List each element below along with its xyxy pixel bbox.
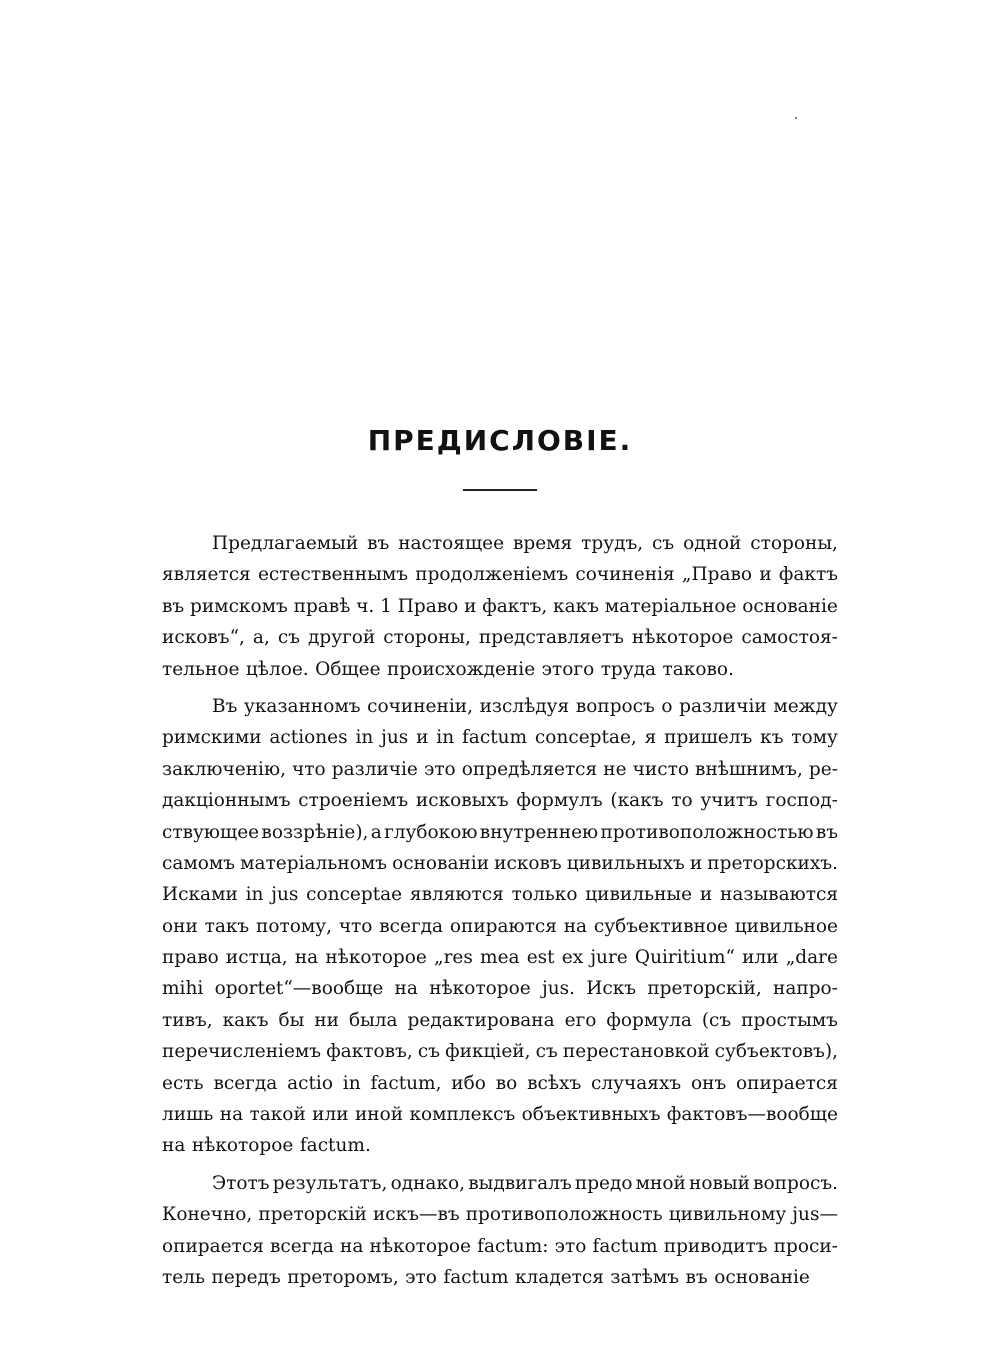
- word: дакціоннымъ: [162, 790, 291, 812]
- text-line: [162, 1036, 838, 1067]
- text-line: [162, 754, 838, 785]
- word: oportet“—вообще: [214, 978, 384, 1000]
- word: factum:: [477, 1235, 549, 1257]
- word: (какъ: [610, 790, 664, 812]
- word: опредѣляется: [461, 758, 598, 780]
- text-line: [162, 722, 838, 753]
- word: in: [342, 1072, 361, 1094]
- word: фактъ: [778, 564, 838, 586]
- text-line: [162, 528, 838, 559]
- text-line: [162, 1130, 838, 1161]
- word: опирается: [736, 1072, 838, 1094]
- text-line: [162, 1099, 838, 1130]
- word: только: [511, 884, 578, 906]
- word: сочиненія: [575, 564, 675, 586]
- word: всегда: [270, 1235, 334, 1257]
- word: право: [162, 947, 219, 969]
- word: Предлагаемый: [212, 533, 359, 554]
- word: или: [312, 1104, 349, 1126]
- word: actiones: [269, 727, 348, 749]
- text-line: [162, 911, 838, 942]
- word: приводитъ: [663, 1235, 768, 1257]
- text-line: [162, 1199, 838, 1230]
- word: одной: [683, 533, 742, 554]
- word: пришелъ: [664, 727, 753, 749]
- word: factum: [443, 1266, 509, 1288]
- word: фикціей,: [445, 1041, 531, 1063]
- word: истца,: [225, 947, 288, 969]
- word: являются: [409, 884, 504, 906]
- word: называются: [720, 884, 838, 906]
- word: нѣкоторое: [325, 947, 427, 969]
- word: проси-: [773, 1235, 838, 1257]
- word: conceptae,: [534, 727, 637, 749]
- text-line: [162, 654, 838, 685]
- word: in: [436, 727, 455, 749]
- word: и: [464, 595, 477, 617]
- word: его: [564, 1009, 597, 1031]
- speck-mark: [795, 117, 797, 119]
- word: Искъ: [586, 978, 637, 1000]
- word: такой: [249, 1104, 306, 1126]
- word: какъ: [553, 595, 599, 617]
- word: jus: [271, 884, 299, 906]
- word: основаніе: [742, 595, 838, 617]
- word: mihi: [162, 978, 204, 1000]
- word: труда: [600, 658, 657, 680]
- word: это: [423, 758, 456, 780]
- word: затѣмъ: [610, 1266, 680, 1288]
- word: и: [759, 564, 772, 586]
- text-line: [162, 848, 838, 879]
- word: внѣшнимъ,: [695, 758, 803, 780]
- word: таково.: [662, 658, 734, 680]
- word: противоположность: [465, 1204, 663, 1226]
- word: нѣкоторое: [369, 1235, 471, 1257]
- word: глубокою: [384, 821, 478, 843]
- word: фактовъ,: [326, 1041, 413, 1063]
- word: всѣхъ: [527, 1072, 582, 1094]
- text-line: [162, 879, 838, 910]
- word: римскомъ: [190, 595, 288, 617]
- word: нѣкоторое: [191, 1135, 294, 1157]
- word: съ: [652, 533, 675, 554]
- word: это: [554, 1235, 587, 1257]
- word: тель: [162, 1266, 206, 1288]
- word: различіи: [679, 695, 767, 717]
- word: правѣ: [293, 595, 351, 617]
- word: всегда: [379, 915, 444, 937]
- word: напро-: [773, 978, 838, 1000]
- word: factum: [592, 1235, 658, 1257]
- word: jus: [381, 727, 409, 749]
- word: чисто: [632, 758, 689, 780]
- text-line: [162, 1231, 838, 1262]
- word: субъективное: [593, 915, 728, 937]
- word: формулъ: [516, 790, 603, 812]
- word: а: [370, 821, 382, 843]
- word: формула: [606, 1009, 692, 1031]
- word: господ-: [765, 790, 838, 812]
- word: (съ: [701, 1009, 732, 1031]
- word: мной: [635, 1172, 686, 1194]
- word: самостоя-: [741, 627, 838, 649]
- word: потому,: [256, 915, 333, 937]
- word: нѣкоторое: [631, 627, 734, 649]
- text-line: [162, 942, 838, 973]
- word: съ: [417, 1041, 440, 1063]
- word: нѣкоторое: [429, 978, 531, 1000]
- word: стороны,: [383, 627, 471, 649]
- word: jus—: [792, 1204, 838, 1226]
- word: въ: [815, 821, 838, 843]
- word: actio: [287, 1072, 333, 1094]
- text-line: [162, 817, 838, 848]
- word: была: [348, 1009, 398, 1031]
- word: основаніе: [714, 1266, 810, 1288]
- word: выдвигалъ: [468, 1172, 572, 1194]
- word: тивъ,: [162, 1009, 213, 1031]
- word: на: [294, 947, 319, 969]
- word: однако,: [390, 1172, 466, 1194]
- word: Этотъ: [212, 1172, 270, 1194]
- word: Общее: [315, 658, 381, 680]
- word: ex: [561, 947, 584, 969]
- word: съ: [535, 1041, 558, 1063]
- word: mea: [480, 947, 520, 969]
- word: in: [245, 884, 264, 906]
- word: сочиненіи,: [367, 695, 473, 717]
- word: опирается: [162, 1235, 264, 1257]
- word: этого: [541, 658, 595, 680]
- word: и: [416, 727, 429, 749]
- word: цивильныхъ: [566, 852, 685, 874]
- word: кладется: [514, 1266, 604, 1288]
- word: преторомъ,: [287, 1266, 399, 1288]
- word: о: [661, 695, 673, 717]
- word: Право: [397, 595, 459, 617]
- word: иной: [354, 1104, 404, 1126]
- word: вопросъ.: [753, 1172, 838, 1194]
- word: conceptae: [306, 884, 403, 906]
- word: на: [563, 915, 588, 937]
- word: самомъ: [162, 852, 236, 874]
- word: цѣлое.: [245, 658, 309, 680]
- word: къ: [760, 727, 784, 749]
- word: во: [495, 1072, 518, 1094]
- word: или: [742, 947, 779, 969]
- word: внутреннею: [479, 821, 599, 843]
- word: настоящее: [398, 533, 505, 554]
- word: перечисленіемъ: [162, 1041, 322, 1063]
- word: ствующее: [162, 821, 260, 843]
- text-line: [162, 785, 838, 816]
- text-line: [162, 622, 838, 653]
- word: я: [644, 727, 657, 749]
- body-text: [162, 528, 838, 1293]
- word: а,: [252, 627, 270, 649]
- title-rule: [463, 489, 537, 491]
- word: перестановкой: [562, 1041, 710, 1063]
- word: передъ: [211, 1266, 281, 1288]
- word: est: [526, 947, 555, 969]
- word: въ: [162, 595, 185, 617]
- word: субъектовъ),: [714, 1041, 838, 1063]
- text-line: [162, 1262, 838, 1293]
- word: указанномъ: [243, 695, 361, 717]
- word: между: [773, 695, 838, 717]
- word: Въ: [212, 695, 238, 717]
- word: преторскій: [258, 1204, 367, 1226]
- word: цивильные: [585, 884, 693, 906]
- word: происхожденіе: [387, 658, 536, 680]
- word: римскими: [162, 727, 262, 749]
- word: искъ—въ: [372, 1204, 460, 1226]
- word: вопросъ: [575, 695, 655, 717]
- word: фактовъ—вообще: [666, 1104, 838, 1126]
- word: лишь: [162, 1104, 214, 1126]
- word: то: [671, 790, 693, 812]
- word: jus.: [541, 978, 575, 1000]
- word: и: [699, 884, 713, 906]
- word: ни: [314, 1009, 339, 1031]
- word: не: [603, 758, 627, 780]
- word: фактъ,: [482, 595, 548, 617]
- word: цивильное: [734, 915, 838, 937]
- word: на: [162, 1135, 186, 1157]
- word: воззрѣніе),: [261, 821, 369, 843]
- page-title: ПРЕДИСЛОВІЕ.: [367, 424, 633, 457]
- text-line: [162, 1168, 838, 1199]
- text-line: [162, 559, 838, 590]
- word: съ: [277, 627, 300, 649]
- word: factum.: [299, 1135, 371, 1157]
- word: преторскихъ.: [707, 852, 838, 874]
- word: преторскій,: [647, 978, 762, 1000]
- word: учитъ: [700, 790, 758, 812]
- word: матеріальное: [604, 595, 737, 617]
- word: онъ: [690, 1072, 727, 1094]
- word: и: [689, 852, 703, 874]
- word: ре-: [808, 758, 838, 780]
- word: factum: [461, 727, 528, 749]
- word: изслѣдуя: [479, 695, 570, 717]
- word: время: [512, 533, 573, 554]
- word: Quiritium“: [634, 947, 735, 969]
- text-line: [162, 1005, 838, 1036]
- word: тому: [791, 727, 838, 749]
- word: jure: [590, 947, 628, 969]
- text-line: [162, 973, 838, 1004]
- word: результатъ,: [272, 1172, 388, 1194]
- word: ибо: [451, 1072, 486, 1094]
- word: ч.: [356, 595, 375, 617]
- word: на: [394, 978, 418, 1000]
- word: предо: [574, 1172, 633, 1194]
- word: редактирована: [407, 1009, 555, 1031]
- word: трудъ,: [581, 533, 644, 554]
- word: всегда: [213, 1072, 278, 1094]
- word: стороны,: [750, 533, 838, 554]
- word: есть: [162, 1072, 204, 1094]
- word: „res: [434, 947, 473, 969]
- word: простымъ: [741, 1009, 838, 1031]
- word: это: [405, 1266, 437, 1288]
- word: на: [339, 1235, 364, 1257]
- word: въ: [685, 1266, 708, 1288]
- word: factum,: [370, 1072, 442, 1094]
- word: естественнымъ: [257, 564, 408, 586]
- word: является: [162, 564, 251, 586]
- word: другой: [307, 627, 376, 649]
- word: различіе: [331, 758, 418, 780]
- word: 1: [380, 595, 392, 617]
- word: матеріальномъ: [240, 852, 387, 874]
- word: въ: [367, 533, 390, 554]
- word: объективныхъ: [521, 1104, 661, 1126]
- word: заключенію,: [162, 758, 286, 780]
- word: продолженіемъ: [415, 564, 569, 586]
- word: что: [292, 758, 326, 780]
- word: „dare: [785, 947, 838, 969]
- word: противоположностью: [600, 821, 814, 843]
- word: основаніи: [392, 852, 490, 874]
- word: представляетъ: [478, 627, 624, 649]
- word: in: [355, 727, 374, 749]
- word: что: [338, 915, 373, 937]
- text-line: [162, 591, 838, 622]
- word: исковъ“,: [162, 627, 245, 649]
- word: бы: [278, 1009, 305, 1031]
- word: Исками: [162, 884, 238, 906]
- word: на: [219, 1104, 244, 1126]
- word: случаяхъ: [591, 1072, 682, 1094]
- text-line: [162, 691, 838, 722]
- word: такъ: [204, 915, 250, 937]
- word: новый: [689, 1172, 750, 1194]
- word: какъ: [222, 1009, 269, 1031]
- word: строеніемъ: [298, 790, 409, 812]
- word: исковыхъ: [415, 790, 509, 812]
- word: тельное: [162, 658, 240, 680]
- word: Конечно,: [162, 1204, 253, 1226]
- text-line: [162, 1068, 838, 1099]
- word: цивильному: [668, 1204, 787, 1226]
- word: опираются: [449, 915, 557, 937]
- word: „Право: [681, 564, 753, 586]
- word: исковъ: [494, 852, 562, 874]
- word: они: [162, 915, 198, 937]
- word: комплексъ: [409, 1104, 516, 1126]
